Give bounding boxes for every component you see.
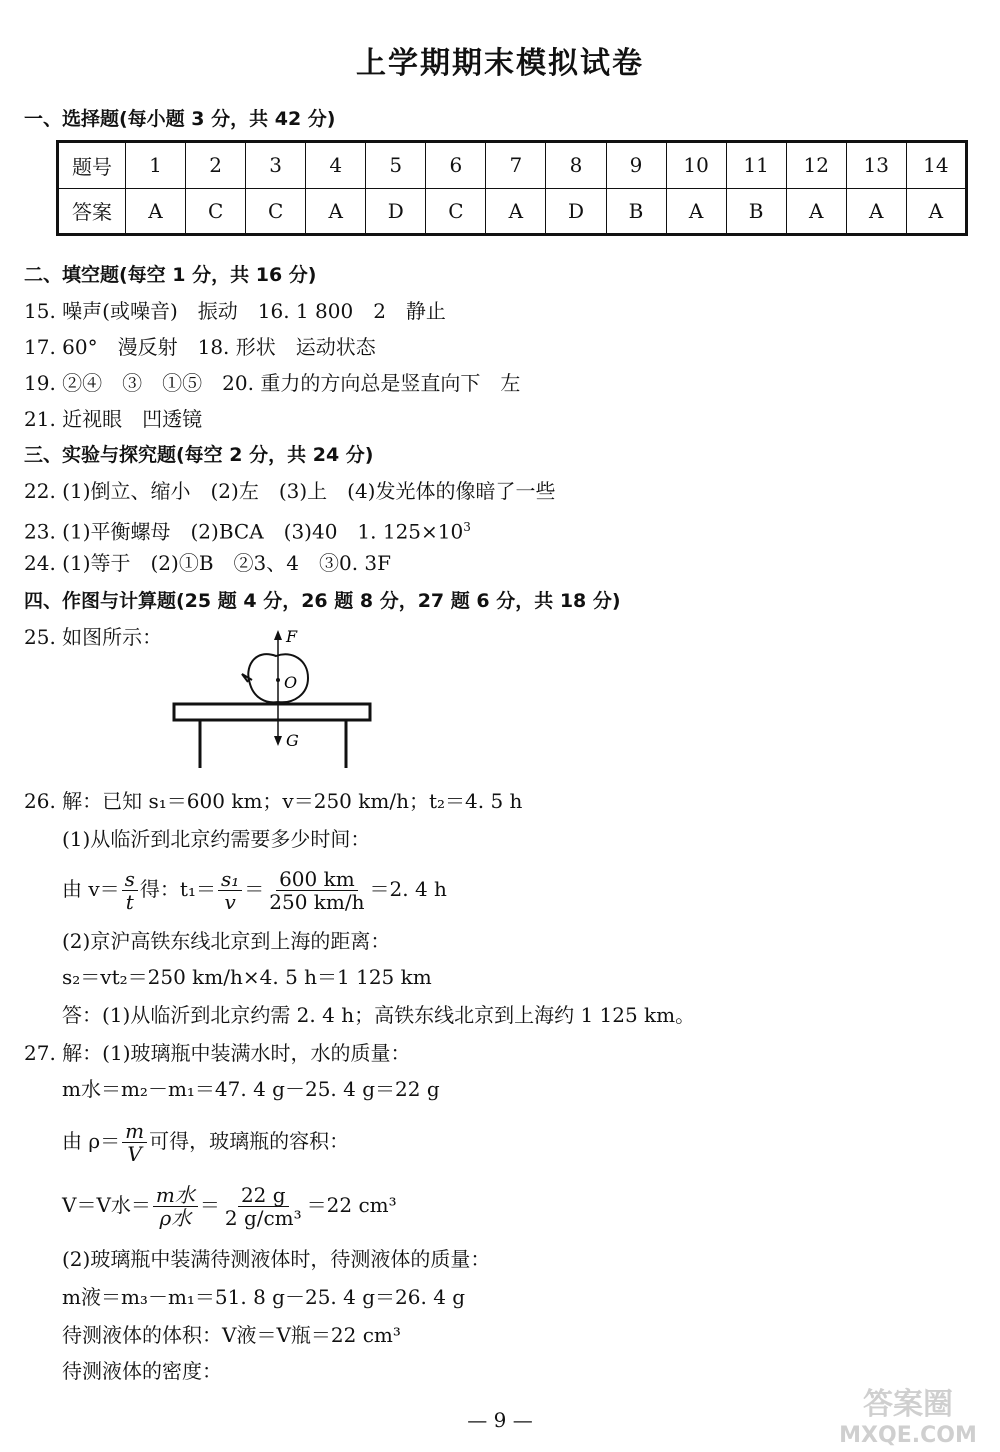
- question-number: 11: [726, 142, 786, 189]
- fraction-mass-over-density: [153, 1184, 198, 1229]
- q27-liquid-volume: 待测液体的体积：V液＝V瓶＝22 cm³: [62, 1323, 401, 1347]
- answer-line-23: [24, 514, 471, 545]
- frac-den: v: [224, 890, 236, 914]
- fraction-values: [222, 1184, 305, 1229]
- q26-part2: (2)京沪高铁东线北京到上海的距离：: [62, 929, 391, 953]
- answer-line-23-text: 23. (1)平衡螺母 (2)BCA (3)40 1. 125×10: [24, 519, 464, 544]
- q26-equals: ＝: [244, 877, 265, 901]
- frac-num: m: [122, 1120, 147, 1143]
- question-number: 4: [306, 142, 366, 189]
- answer-cell: A: [306, 188, 366, 235]
- center-point: [276, 678, 280, 682]
- answer-line-15: 15. 噪声(或噪音) 振动 16. 1 800 2 静止: [24, 299, 446, 323]
- table-row-answers: [58, 188, 967, 235]
- q27-volume-formula: [62, 1180, 397, 1230]
- q27-equals: ＝: [199, 1193, 220, 1217]
- frac-num: m水: [153, 1184, 198, 1207]
- q27-formula-prefix: 由 ρ＝: [62, 1129, 121, 1153]
- answer-cell: A: [846, 188, 906, 235]
- answer-line-19: 19. ②④ ③ ①⑤ 20. 重力的方向总是竖直向下 左: [24, 371, 521, 395]
- frac-num: 600 km: [276, 868, 358, 891]
- q26-time-formula: [62, 864, 447, 914]
- q26-distance: s₂＝vt₂＝250 km/h×4. 5 h＝1 125 km: [62, 965, 432, 989]
- q27-part2: (2)玻璃瓶中装满待测液体时，待测液体的质量：: [62, 1247, 491, 1271]
- answer-line-23-exponent: 3: [463, 520, 471, 534]
- q27-part1: 27. 解：(1)玻璃瓶中装满水时，水的质量：: [24, 1041, 411, 1065]
- answer-cell: C: [246, 188, 306, 235]
- section-fill-blank: 二、填空题(每空 1 分，共 16 分): [24, 264, 317, 286]
- section-experiment: 三、实验与探究题(每空 2 分，共 24 分): [24, 444, 374, 466]
- q27-water-mass: m水＝m₂－m₁＝47. 4 g－25. 4 g＝22 g: [62, 1077, 440, 1101]
- q27-liquid-mass: m液＝m₃－m₁＝51. 8 g－25. 4 g＝26. 4 g: [62, 1285, 466, 1309]
- answer-cell: A: [906, 188, 966, 235]
- q26-formula-mid: 得：t₁＝: [139, 877, 216, 901]
- table-row-numbers: [58, 142, 967, 189]
- answer-line-22: 22. (1)倒立、缩小 (2)左 (3)上 (4)发光体的像暗了一些: [24, 479, 556, 503]
- label-f: F: [286, 627, 298, 646]
- watermark-bottom: MXQE.COM: [839, 1423, 977, 1448]
- watermark-logo: [828, 1382, 988, 1448]
- q27-liquid-density: 待测液体的密度：: [62, 1359, 222, 1383]
- frac-den: ρ水: [159, 1206, 192, 1230]
- q26-formula-result: ＝2. 4 h: [369, 877, 447, 901]
- answer-cell: A: [126, 188, 186, 235]
- answer-table: [56, 140, 968, 236]
- section-drawing-calc: 四、作图与计算题(25 题 4 分，26 题 8 分，27 题 6 分，共 18 分): [24, 590, 621, 612]
- q27-formula-text: 可得，玻璃瓶的容积：: [149, 1129, 350, 1153]
- answer-line-25: 25. 如图所示：: [24, 625, 163, 649]
- frac-num: s₁: [218, 868, 242, 891]
- answer-line-24: 24. (1)等于 (2)①B ②3、4 ③0. 3F: [24, 551, 392, 575]
- frac-den: 2 g/cm³: [224, 1206, 302, 1230]
- question-number: 5: [366, 142, 426, 189]
- answer-line-17: 17. 60° 漫反射 18. 形状 运动状态: [24, 335, 376, 359]
- frac-num: 22 g: [238, 1184, 289, 1207]
- q26-given: 26. 解：已知 s₁＝600 km；v＝250 km/h；t₂＝4. 5 h: [24, 789, 523, 813]
- question-number: 12: [786, 142, 846, 189]
- answer-cell: D: [546, 188, 606, 235]
- page-title: 上学期期末模拟试卷: [356, 46, 644, 81]
- row-header-answer: 答案: [58, 188, 126, 235]
- answer-cell: A: [486, 188, 546, 235]
- answer-cell: A: [786, 188, 846, 235]
- force-diagram: [168, 622, 378, 772]
- answer-cell: C: [186, 188, 246, 235]
- table-drawing: [174, 704, 370, 768]
- q26-formula-prefix: 由 v＝: [62, 877, 120, 901]
- question-number: 10: [666, 142, 726, 189]
- answer-cell: A: [666, 188, 726, 235]
- label-g: G: [286, 731, 299, 750]
- question-number: 1: [126, 142, 186, 189]
- answer-line-21: 21. 近视眼 凹透镜: [24, 407, 203, 431]
- question-number: 2: [186, 142, 246, 189]
- answer-cell: D: [366, 188, 426, 235]
- section-multiple-choice: 一、选择题(每小题 3 分，共 42 分): [24, 108, 336, 130]
- q26-part1: (1)从临沂到北京约需要多少时间：: [62, 827, 371, 851]
- frac-den: V: [127, 1142, 142, 1166]
- apple-stem: [242, 674, 252, 682]
- watermark-top: 答案圈: [863, 1387, 953, 1422]
- q27-density-formula: [62, 1116, 349, 1166]
- frac-num: s: [122, 868, 138, 891]
- table-top: [174, 704, 370, 720]
- fraction-distance-over-speed: [266, 868, 367, 913]
- q27-volume-prefix: V＝V水＝: [62, 1193, 151, 1217]
- question-number: 13: [846, 142, 906, 189]
- question-number: 7: [486, 142, 546, 189]
- fraction-m-over-v: [122, 1120, 147, 1165]
- question-number: 6: [426, 142, 486, 189]
- fraction-s1-over-v: [218, 868, 242, 913]
- answer-cell: B: [606, 188, 666, 235]
- question-number: 14: [906, 142, 966, 189]
- question-number: 8: [546, 142, 606, 189]
- frac-den: 250 km/h: [269, 890, 365, 914]
- q26-answer: 答：(1)从临沂到北京约需 2. 4 h；高铁东线北京到上海约 1 125 km。: [62, 1003, 696, 1027]
- question-number: 3: [246, 142, 306, 189]
- q27-volume-result: ＝22 cm³: [306, 1193, 397, 1217]
- answer-cell: C: [426, 188, 486, 235]
- row-header-number: 题号: [58, 142, 126, 189]
- label-o: O: [284, 673, 298, 692]
- arrow-up-icon: [274, 630, 282, 640]
- page-number: — 9 —: [467, 1408, 533, 1432]
- fraction-s-over-t: [122, 868, 138, 913]
- answer-cell: B: [726, 188, 786, 235]
- arrow-down-icon: [274, 736, 282, 746]
- frac-den: t: [125, 890, 134, 914]
- question-number: 9: [606, 142, 666, 189]
